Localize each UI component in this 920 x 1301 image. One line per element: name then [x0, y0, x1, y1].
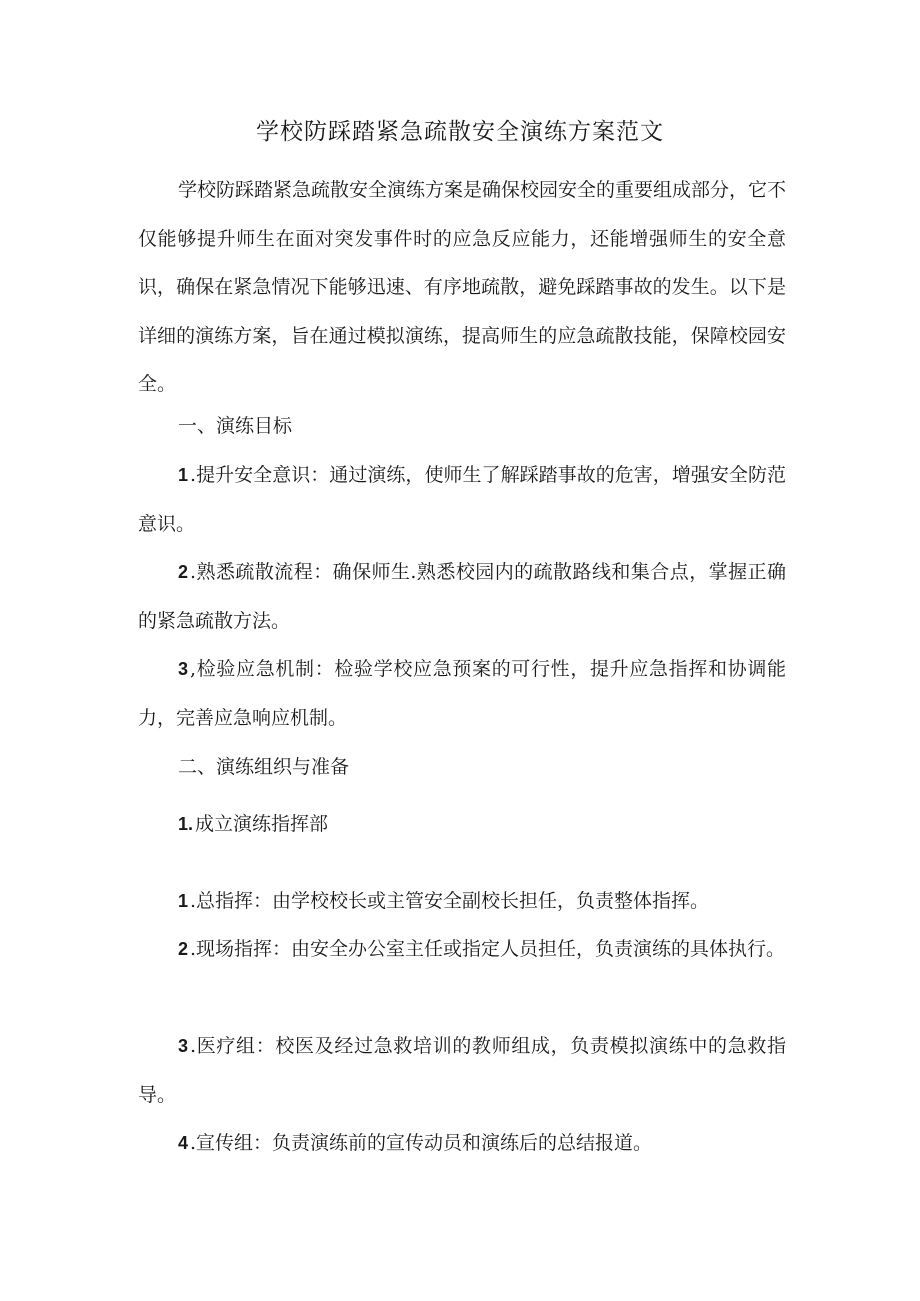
- goal-item-1-number: 1: [178, 465, 189, 485]
- goal-item-3-number: 3: [178, 659, 189, 679]
- role-item-3-text: .医疗组：校医及经过急救培训的教师组成，负责模拟演练中的急救指导。: [138, 1035, 786, 1106]
- role-item-2-number: 2: [178, 939, 189, 959]
- role-item-3-number: 3: [178, 1036, 189, 1056]
- role-item-3: [138, 1022, 786, 1119]
- section-heading-goals: 一、演练目标: [178, 415, 293, 437]
- intro-paragraph: 学校防踩踏紧急疏散安全演练方案是确保校园安全的重要组成部分，它不仅能够提升师生在面对突发事件时的应急反应能力，还能增强师生的安全意识，确保在紧急情况下能够迅速、有序地疏散，避免踩踏事故的发生。以下是详细的演练方案，旨在通过模拟演练，提高师生的应急疏散技能，保障校园安全。: [138, 179, 787, 396]
- role-item-4-number: 4: [178, 1133, 189, 1153]
- subsection-text: 成立演练指挥部: [195, 813, 329, 835]
- role-item-2-text: .现场指挥：由安全办公室主任或指定人员担任，负责演练的具体执行。: [190, 938, 786, 960]
- goal-item-2-text: .熟悉疏散流程：确保师生.熟悉校园内的疏散路线和集合点，掌握正确的紧急疏散方法。: [138, 561, 786, 632]
- goal-item-2-number: 2: [178, 562, 189, 582]
- goal-item-2: [138, 548, 786, 645]
- goal-item-1-text: .提升安全意识：通过演练，使师生了解踩踏事故的危害，增强安全防范意识。: [138, 464, 786, 535]
- role-item-1-text: .总指挥：由学校校长或主管安全副校长担任，负责整体指挥。: [190, 890, 710, 912]
- role-item-2: [138, 925, 786, 974]
- role-item-1-number: 1: [178, 891, 189, 911]
- document-title: 学校防踩踏紧急疏散安全演练方案范文: [256, 119, 664, 145]
- goal-item-3-text: ,检验应急机制：检验学校应急预案的可行性，提升应急指挥和协调能力，完善应急响应机制。: [138, 658, 786, 729]
- role-item-4-text: .宣传组：负责演练前的宣传动员和演练后的总结报道。: [190, 1132, 653, 1154]
- goal-item-1: [138, 451, 786, 548]
- section-heading-organization: 二、演练组织与准备: [178, 756, 350, 778]
- subsection-number: 1.: [178, 814, 194, 834]
- role-item-1: [138, 877, 786, 926]
- subsection-heading-command: [178, 800, 328, 848]
- goal-item-3: [138, 645, 786, 742]
- role-item-4: [138, 1119, 786, 1168]
